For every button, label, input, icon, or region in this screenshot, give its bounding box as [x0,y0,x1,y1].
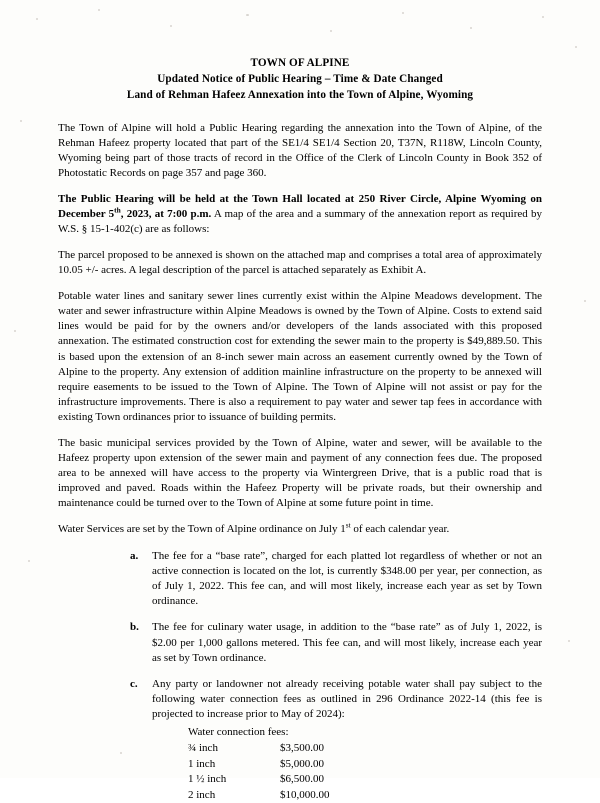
list-marker: b. [130,621,139,634]
paragraph-text: The basic municipal services provided by the Town of Alpine, water and sewer, will be available to the Hafeez property upon extension of the sewer main and payment of any connection fees due. The proposed area to be annexed will have access to the property via Wintergreen Drive, that is a public road that is improved and paved. Roads within the Hafeez Property will be private roads, but their ownership and maintenance could be turned over to the Town of Alpine at some future point in time. [58,436,542,510]
list-item-text: The fee for a “base rate”, charged for each platted lot regardless of whether or not an active connection is located on the lot, is currently $348.00 per year, per connection, as of July 1, 2022. This fee can, and will most likely, increase each year as set by Town ordinance. [152,550,542,608]
paragraph-text-tail: of each calendar year. [350,523,450,536]
fee-size: 1 inch [188,757,216,770]
fee-amount: $5,000.00 [280,757,324,770]
fee-size: 1 ½ inch [188,773,227,786]
document-title [58,56,542,104]
list-item [130,549,542,609]
list-item-text: Any party or landowner not already receiving potable water shall pay subject to the following water connection fees as outlined in 296 Ordinance 2022-14 (this fee is projected to increase prior to May of 2024): [152,677,542,720]
table-row [188,772,400,788]
scan-speck [470,27,472,29]
hearing-bold-time: , 2023, at 7:00 p.m. [120,208,212,221]
table-row [188,788,400,803]
list-item-text: The fee for culinary water usage, in addition to the “base rate” as of July 1, 2022, is $2.00 per 1,000 gallons metered. This fee can, and will most likely, increase each year as set by Town ordinance. [152,621,542,664]
list-item [130,677,542,803]
table-row [188,741,400,757]
scan-speck [575,46,577,48]
scan-speck [330,30,332,32]
list-item [130,620,542,665]
scan-speck [584,300,586,302]
table-row [188,757,400,773]
ordinal-suffix-th: th [114,205,121,215]
paragraph-municipal-services [58,436,542,511]
scan-speck [246,14,249,16]
scan-speck [20,120,22,122]
title-line-2: Updated Notice of Public Hearing – Time & Date Changed [157,72,443,85]
paragraph-annexation-intro [58,121,542,181]
fee-amount: $3,500.00 [280,741,324,754]
scan-speck [98,9,100,11]
fee-amount: $10,000.00 [280,788,330,801]
paragraph-text: Water Services are set by the Town of Alpine ordinance on July 1 [58,523,346,536]
fee-size: ¾ inch [188,741,218,754]
scan-speck [542,16,544,18]
scan-speck [568,640,570,642]
paragraph-hearing-details [58,192,542,237]
scan-speck [14,330,16,332]
fee-amount: $6,500.00 [280,773,324,786]
fee-size: 2 inch [188,788,216,801]
paragraph-water-services [58,522,542,537]
document-body [58,56,542,803]
title-line-3: Land of Rehman Hafeez Annexation into the Town of Alpine, Wyoming [126,88,474,101]
paragraph-text: Potable water lines and sanitary sewer lines currently exist within the Alpine Meadows development. The water and sewer infrastructure within Alpine Meadows is owned by the Town of Alpine. Costs to extend said lines would be paid for by the owners and/or developers of the lands associated with this proposed annexation. The estimated construction cost for extending the sewer main to the property is $49,889.50. This is based upon the extension of an 8-inch sewer main across an easement currently owned by the Town of Alpine to the property. Any extension of addition mainline infrastructure on the property to be annexed will require easements to be issued to the Town of Alpine. The Town of Alpine will not assist or pay for the infrastructure improvements. There is also a requirement to pay water and sewer tap fees in accordance with existing Town ordinances prior to issuance of building permits. [58,290,542,423]
scan-speck [28,560,30,562]
ordinal-suffix-st: st [345,520,351,530]
scan-speck [170,25,172,27]
fee-list [58,549,542,803]
paragraph-parcel-description [58,248,542,278]
scan-speck [36,18,38,20]
paragraph-utilities [58,289,542,425]
list-marker: c. [130,677,138,690]
hearing-bold-lead: The Public Hearing will be held at the Town Hall located at 250 River Circle, Alpine Wyoming on December 5 [58,192,542,221]
paragraph-text: The Town of Alpine will hold a Public Hearing regarding the annexation into the Town of Alpine, of the Rehman Hafeez property located that part of the SE1/4 SE1/4 Section 20, T37N, R118W, Lincoln County, Wyoming being part of those tracts of record in the Office of the Clerk of Lincoln County in Book 352 of Photostatic Records on page 357 and page 360. [58,121,542,179]
hearing-statute-text: A map of the area and a summary of the annexation report as required by W.S. § 15-1-402(c) are as follows: [58,208,543,236]
fee-table-heading: Water connection fees: [188,725,289,738]
title-line-1: TOWN OF ALPINE [250,57,350,69]
water-connection-fee-table [188,741,400,803]
scan-speck [402,12,404,14]
paragraph-text: The parcel proposed to be annexed is shown on the attached map and comprises a total area of approximately 10.05 +/- acres. A legal description of the parcel is attached separately as Exhibit A. [58,249,542,277]
list-marker: a. [130,550,139,563]
